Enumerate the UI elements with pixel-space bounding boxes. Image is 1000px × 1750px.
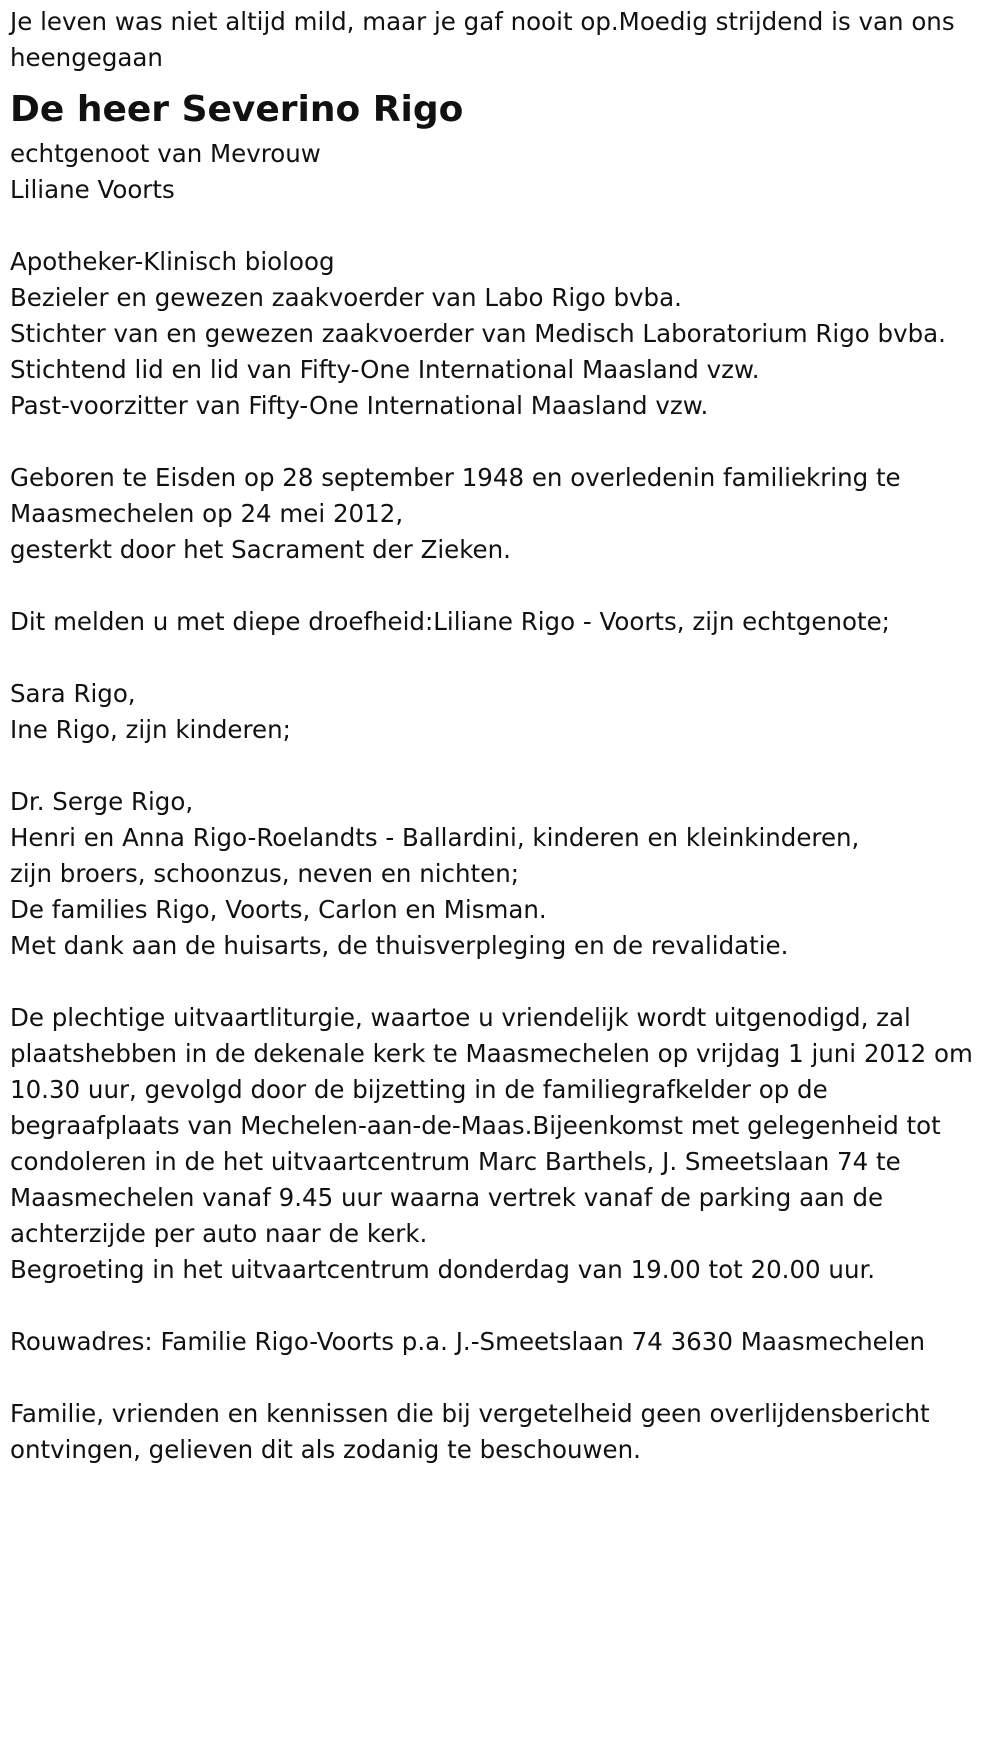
children-text: Sara Rigo, Ine Rigo, zijn kinderen; xyxy=(10,679,291,744)
obituary-notice xyxy=(10,4,990,1468)
intro-text: Je leven was niet altijd mild, maar je gaf nooit op.Moedig strijdend is van ons heengegaan xyxy=(10,7,955,72)
announcement-text: Dit melden u met diepe droefheid:Liliane Rigo - Voorts, zijn echtgenote; xyxy=(10,607,890,636)
spouse-text: echtgenoot van Mevrouw Liliane Voorts xyxy=(10,139,321,204)
spacer xyxy=(10,568,990,604)
spacer xyxy=(10,424,990,460)
closing-text: Familie, vrienden en kennissen die bij vergetelheid geen overlijdensbericht ontvingen, gelieven dit als zodanig te beschouwen. xyxy=(10,1399,930,1464)
funeral-text: De plechtige uitvaartliturgie, waartoe u vriendelijk wordt uitgenodigd, zal plaatshebben in de dekenale kerk te Maasmechelen op vrijdag 1 juni 2012 om 10.30 uur, gevolgd door de bijzetting in de familiegrafkelder op de begraafplaats van Mechelen-aan-de-Maas.Bijeenkomst met gelegenheid tot condoleren in de het uitvaartcentrum Marc Barthels, J. Smeetslaan 74 te Maasmechelen vanaf 9.45 uur waarna vertrek vanaf de parking aan de achterzijde per auto naar de kerk. Begroeting in het uitvaartcentrum donderdag van 19.00 tot 20.00 uur. xyxy=(10,1003,973,1284)
address-text: Rouwadres: Familie Rigo-Voorts p.a. J.-Smeetslaan 74 3630 Maasmechelen xyxy=(10,1327,926,1356)
spacer xyxy=(10,1360,990,1396)
spacer xyxy=(10,1288,990,1324)
spacer xyxy=(10,964,990,1000)
birth-death-text: Geboren te Eisden op 28 september 1948 en overledenin familiekring te Maasmechelen op 24 mei 2012, gesterkt door het Sacrament der Zieken. xyxy=(10,463,901,564)
family-text: Dr. Serge Rigo, Henri en Anna Rigo-Roelandts - Ballardini, kinderen en kleinkinderen, zijn broers, schoonzus, neven en nichten; De families Rigo, Voorts, Carlon en Misman. Met dank aan de huisarts, de thuisverpleging en de revalidatie. xyxy=(10,787,860,960)
spacer xyxy=(10,208,990,244)
deceased-name: De heer Severino Rigo xyxy=(10,89,464,130)
titles-text: Apotheker-Klinisch bioloog Bezieler en gewezen zaakvoerder van Labo Rigo bvba. Stichter van en gewezen zaakvoerder van Medisch Laboratorium Rigo bvba. Stichtend lid en lid van Fifty-One International Maasland vzw. Past-voorzitter van Fifty-One International Maasland vzw. xyxy=(10,247,946,420)
spacer xyxy=(10,748,990,784)
spacer xyxy=(10,640,990,676)
